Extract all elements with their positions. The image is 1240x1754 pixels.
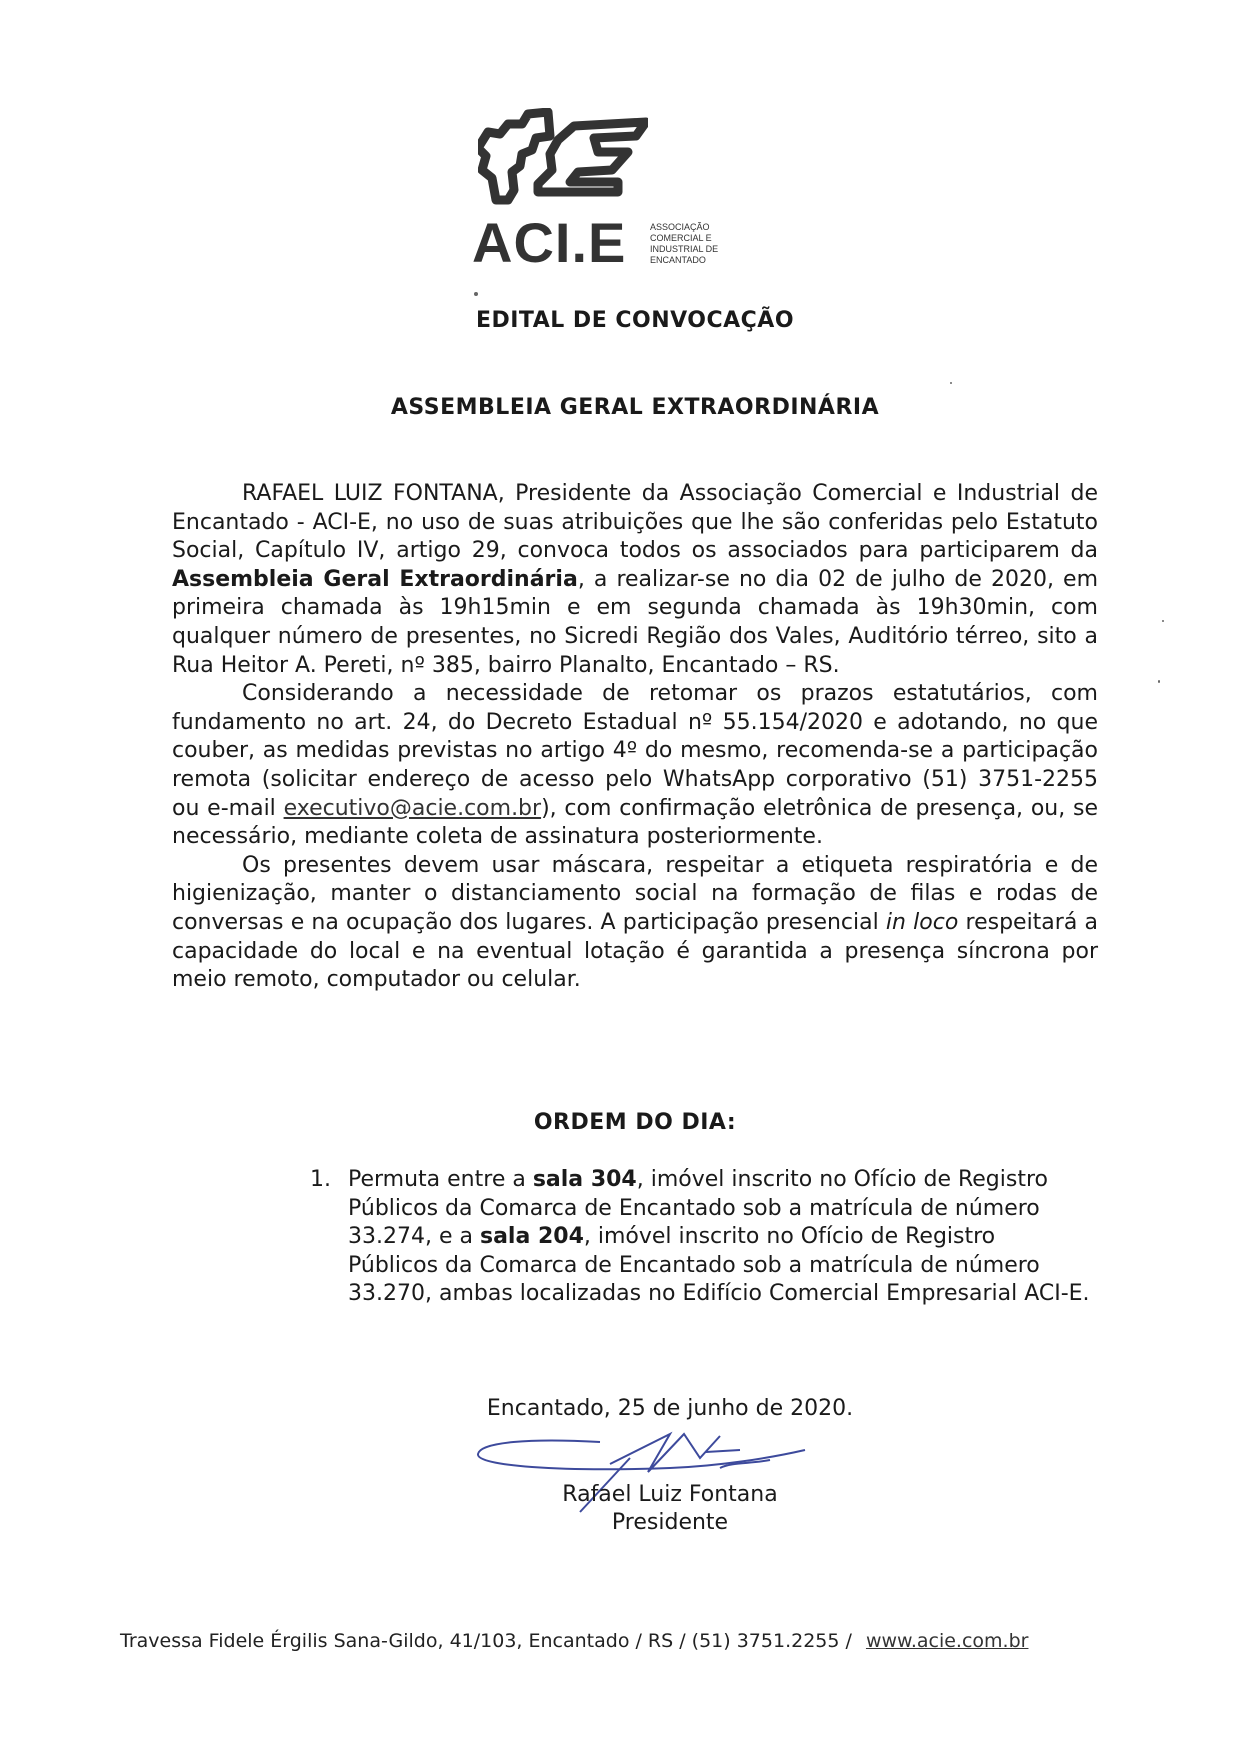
scan-speck <box>1158 680 1160 683</box>
list-item <box>310 1166 1090 1309</box>
signatory-name: Rafael Luiz Fontana <box>562 1482 778 1507</box>
website-link[interactable]: www.acie.com.br <box>865 1630 1029 1652</box>
item-bold-text: sala 204 <box>479 1224 584 1250</box>
paragraph-bold-text: Assembleia Geral Extraordinária <box>172 566 578 592</box>
paragraph-text: RAFAEL LUIZ FONTANA, Presidente da Associação Comercial e Industrial de Encantado - ACI-E, no uso de suas atribuições que lhe são conferidas pelo Estatuto Social, Capítulo IV, artigo 29, convoca todos os associados para participarem da <box>172 481 1098 564</box>
signatory-role: Presidente <box>611 1510 729 1535</box>
email-link[interactable]: executivo@acie.com.br <box>283 795 542 821</box>
paragraph-health-rules <box>172 852 1098 995</box>
item-text: , imóvel inscrito no Ofício de Registro Públicos da Comarca de Encantado sob a matrícula de número 33.270, ambas localizadas no Edifício Comercial Empresarial ACI-E. <box>348 1224 1090 1307</box>
paragraph-text: ), com confirmação eletrônica de presença, ou, se necessário, mediante coleta de assinatura posteriormente. <box>172 795 1098 850</box>
document-title: EDITAL DE CONVOCAÇÃO <box>475 308 795 333</box>
document-subtitle: ASSEMBLEIA GERAL EXTRAORDINÁRIA <box>390 395 880 420</box>
item-text: , imóvel inscrito no Ofício de Registro Públicos da Comarca de Encantado sob a matrícula de número 33.274, e a <box>348 1167 1048 1250</box>
agenda-list <box>310 1166 1090 1309</box>
paragraph-text: , a realizar-se no dia 02 de julho de 2020, em primeira chamada às 19h15min e em segunda chamada às 19h30min, com qualquer número de presentes, no Sicredi Região dos Vales, Auditório térreo, sito a Rua Heitor A. Pereti, nº 385, bairro Planalto, Encantado – RS. <box>172 566 1098 678</box>
gear-wing-logo-icon <box>478 108 648 208</box>
acie-logo <box>470 108 730 278</box>
item-text: Permuta entre a <box>348 1167 533 1192</box>
paragraph-text: Considerando a necessidade de retomar os prazos estatutários, com fundamento no art. 24, do Decreto Estadual nº 55.154/2020 e adotando, no que couber, as medidas previstas no artigo 4º do mesmo, recomenda-se a participação remota (solicitar endereço de acesso pelo WhatsApp corporativo (51) 3751-2255 ou e-mail <box>172 681 1098 821</box>
list-item-number: 1. <box>310 1167 331 1192</box>
logo-subtitle <box>650 222 740 266</box>
scan-speck <box>474 292 478 296</box>
agenda-heading: ORDEM DO DIA: <box>533 1110 737 1135</box>
logo-subtitle-line: ENCANTADO <box>650 255 706 265</box>
paragraph-text: respeitará a capacidade do local e na eventual lotação é garantida a presença síncrona por meio remoto, computador ou celular. <box>172 909 1098 993</box>
logo-wordmark: ACI.E <box>472 211 627 274</box>
logo-subtitle-line: INDUSTRIAL DE <box>650 244 719 254</box>
footer-address: Travessa Fidele Érgilis Sana-Gildo, 41/103, Encantado / RS / (51) 3751.2255 / <box>120 1630 852 1652</box>
item-bold-text: sala 304 <box>532 1167 637 1192</box>
place-and-date: Encantado, 25 de junho de 2020. <box>486 1396 854 1421</box>
footer <box>120 1630 1028 1652</box>
paragraph-text: Os presentes devem usar máscara, respeitar a etiqueta respiratória e de higienização, manter o distanciamento social na formação de filas e rodas de conversas e na ocupação dos lugares. A participação presencial <box>172 852 1098 935</box>
body-text <box>172 480 1098 995</box>
list-item-text <box>348 1166 1090 1309</box>
logo-subtitle-line: COMERCIAL E <box>650 233 712 243</box>
paragraph-remote-participation <box>172 680 1098 852</box>
paragraph-italic-text: in loco <box>885 909 959 935</box>
paragraph-convocation <box>172 480 1098 680</box>
scan-speck <box>1162 620 1164 622</box>
logo-subtitle-line: ASSOCIAÇÃO <box>650 222 710 232</box>
scan-speck <box>950 382 952 384</box>
